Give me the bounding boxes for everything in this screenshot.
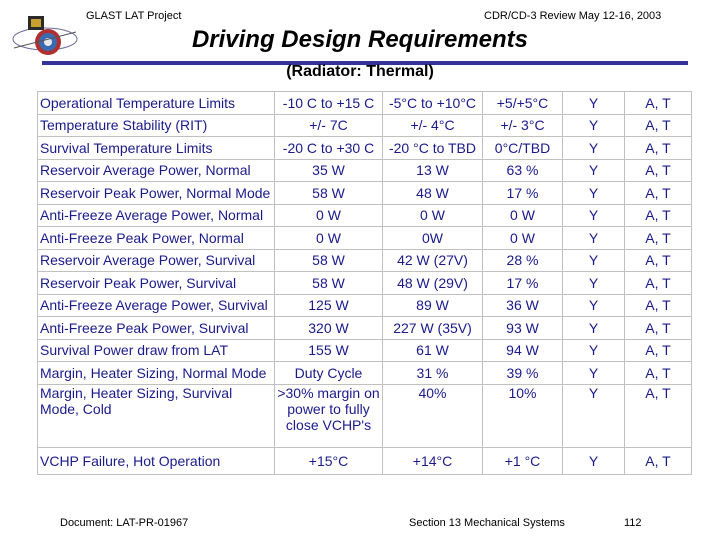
page-subtitle: (Radiator: Thermal) [286, 63, 434, 80]
verification-cell: A, T [625, 204, 692, 227]
verification-cell: A, T [625, 447, 692, 474]
requirement-cell: Anti-Freeze Peak Power, Normal [38, 227, 275, 250]
table-row [38, 447, 692, 474]
verification-cell: A, T [625, 227, 692, 250]
requirement-cell: Anti-Freeze Average Power, Normal [38, 204, 275, 227]
requirement-value-cell: -10 C to +15 C [275, 92, 383, 115]
requirement-cell: Survival Power draw from LAT [38, 339, 275, 362]
requirement-cell: Reservoir Average Power, Survival [38, 249, 275, 272]
margin-cell: +1 °C [483, 447, 563, 474]
compliance-cell: Y [563, 159, 625, 182]
margin-cell: +5/+5°C [483, 92, 563, 115]
compliance-cell: Y [563, 272, 625, 295]
compliance-cell: Y [563, 249, 625, 272]
compliance-cell: Y [563, 227, 625, 250]
page-title: Driving Design Requirements [191, 26, 529, 53]
requirement-cell: Reservoir Average Power, Normal [38, 159, 275, 182]
predicted-value-cell: 61 W [383, 339, 483, 362]
predicted-value-cell: 0W [383, 227, 483, 250]
requirement-value-cell: 0 W [275, 204, 383, 227]
verification-cell: A, T [625, 339, 692, 362]
table-row [38, 317, 692, 340]
requirement-value-cell: 58 W [275, 249, 383, 272]
requirement-value-cell: 0 W [275, 227, 383, 250]
requirement-cell: Anti-Freeze Average Power, Survival [38, 294, 275, 317]
compliance-cell: Y [563, 204, 625, 227]
requirement-value-cell: 320 W [275, 317, 383, 340]
requirement-value-cell: >30% margin on power to fully close VCHP's [275, 384, 383, 447]
margin-cell: 93 W [483, 317, 563, 340]
compliance-cell: Y [563, 92, 625, 115]
predicted-value-cell: 40% [383, 384, 483, 447]
requirement-cell: Margin, Heater Sizing, Normal Mode [38, 362, 275, 385]
requirement-value-cell: +/- 7C [275, 114, 383, 137]
compliance-cell: Y [563, 114, 625, 137]
table-row [38, 272, 692, 295]
requirement-value-cell: -20 C to +30 C [275, 137, 383, 160]
verification-cell: A, T [625, 294, 692, 317]
margin-cell: +/- 3°C [483, 114, 563, 137]
verification-cell: A, T [625, 137, 692, 160]
margin-cell: 39 % [483, 362, 563, 385]
predicted-value-cell: -5°C to +10°C [383, 92, 483, 115]
requirement-value-cell: 58 W [275, 182, 383, 205]
verification-cell: A, T [625, 362, 692, 385]
section-label: Section 13 Mechanical Systems [409, 517, 565, 529]
requirement-cell: Temperature Stability (RIT) [38, 114, 275, 137]
margin-cell: 10% [483, 384, 563, 447]
table-row [38, 182, 692, 205]
margin-cell: 36 W [483, 294, 563, 317]
predicted-value-cell: 227 W (35V) [383, 317, 483, 340]
table-row [38, 339, 692, 362]
requirement-cell: Margin, Heater Sizing, Survival Mode, Cold [38, 384, 275, 447]
table-row [38, 294, 692, 317]
verification-cell: A, T [625, 317, 692, 340]
requirement-value-cell: 155 W [275, 339, 383, 362]
compliance-cell: Y [563, 447, 625, 474]
compliance-cell: Y [563, 137, 625, 160]
predicted-value-cell: -20 °C to TBD [383, 137, 483, 160]
margin-cell: 0 W [483, 204, 563, 227]
table-row [38, 384, 692, 447]
requirement-value-cell: Duty Cycle [275, 362, 383, 385]
requirement-cell: VCHP Failure, Hot Operation [38, 447, 275, 474]
document-id: Document: LAT-PR-01967 [60, 517, 189, 529]
requirement-cell: Operational Temperature Limits [38, 92, 275, 115]
table-row [38, 137, 692, 160]
requirement-value-cell: 35 W [275, 159, 383, 182]
project-name: GLAST LAT Project [86, 10, 182, 22]
predicted-value-cell: 48 W (29V) [383, 272, 483, 295]
margin-cell: 0°C/TBD [483, 137, 563, 160]
verification-cell: A, T [625, 249, 692, 272]
verification-cell: A, T [625, 272, 692, 295]
compliance-cell: Y [563, 182, 625, 205]
compliance-cell: Y [563, 294, 625, 317]
table-row [38, 159, 692, 182]
margin-cell: 94 W [483, 339, 563, 362]
margin-cell: 0 W [483, 227, 563, 250]
verification-cell: A, T [625, 159, 692, 182]
compliance-cell: Y [563, 362, 625, 385]
margin-cell: 17 % [483, 272, 563, 295]
predicted-value-cell: 0 W [383, 204, 483, 227]
requirement-cell: Survival Temperature Limits [38, 137, 275, 160]
page-number: 112 [624, 517, 642, 529]
predicted-value-cell: +/- 4°C [383, 114, 483, 137]
compliance-cell: Y [563, 339, 625, 362]
verification-cell: A, T [625, 182, 692, 205]
predicted-value-cell: 42 W (27V) [383, 249, 483, 272]
requirement-cell: Anti-Freeze Peak Power, Survival [38, 317, 275, 340]
table-row [38, 249, 692, 272]
requirement-cell: Reservoir Peak Power, Survival [38, 272, 275, 295]
requirement-value-cell: +15°C [275, 447, 383, 474]
predicted-value-cell: 89 W [383, 294, 483, 317]
review-info: CDR/CD-3 Review May 12-16, 2003 [484, 10, 662, 22]
table-row [38, 227, 692, 250]
predicted-value-cell: 48 W [383, 182, 483, 205]
table-row [38, 114, 692, 137]
table-row [38, 204, 692, 227]
predicted-value-cell: 31 % [383, 362, 483, 385]
table-row [38, 92, 692, 115]
compliance-cell: Y [563, 317, 625, 340]
margin-cell: 17 % [483, 182, 563, 205]
requirement-value-cell: 58 W [275, 272, 383, 295]
verification-cell: A, T [625, 114, 692, 137]
verification-cell: A, T [625, 384, 692, 447]
compliance-cell: Y [563, 384, 625, 447]
predicted-value-cell: 13 W [383, 159, 483, 182]
table-row [38, 362, 692, 385]
verification-cell: A, T [625, 92, 692, 115]
predicted-value-cell: +14°C [383, 447, 483, 474]
requirement-cell: Reservoir Peak Power, Normal Mode [38, 182, 275, 205]
requirements-table [37, 91, 692, 475]
requirement-value-cell: 125 W [275, 294, 383, 317]
margin-cell: 28 % [483, 249, 563, 272]
margin-cell: 63 % [483, 159, 563, 182]
